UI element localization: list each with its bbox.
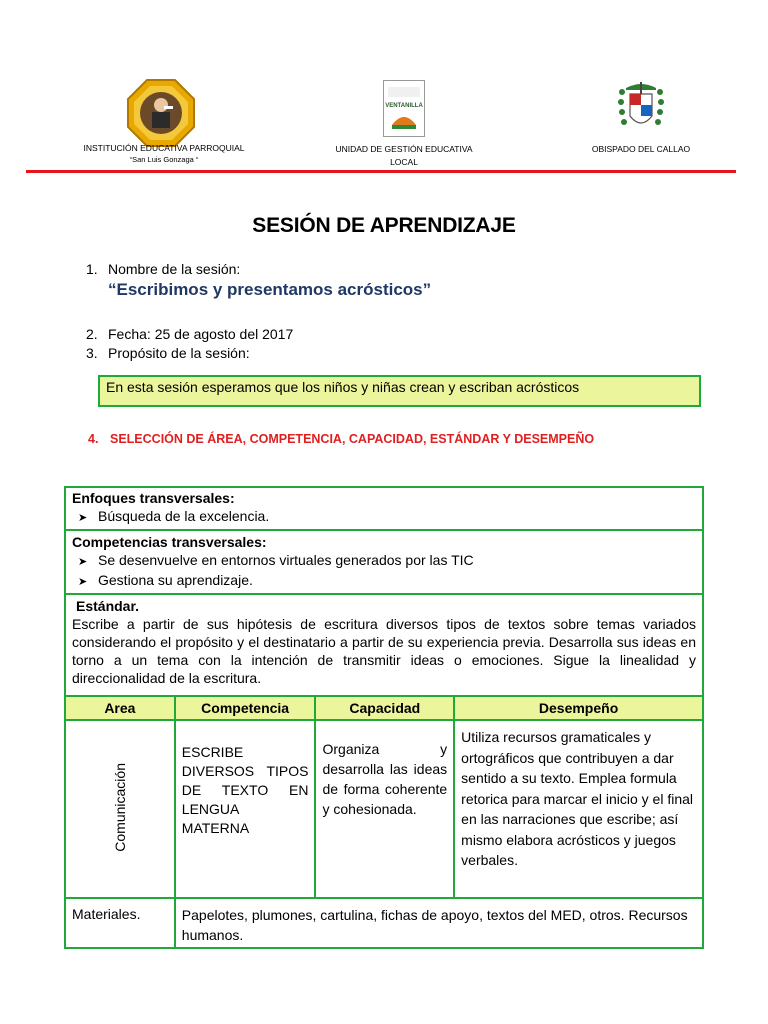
header-competencia: Competencia xyxy=(175,696,316,720)
competencias-cell xyxy=(65,530,703,594)
item-date: 2. Fecha: 25 de agosto del 2017 xyxy=(86,326,294,342)
institution-name: INSTITUCIÓN EDUCATIVA PARROQUIAL xyxy=(83,143,245,153)
desempeno-value: Utiliza recursos gramaticales y ortográficos que contribuyen a dar sentido a su texto. Emplea formula retorica para marcar el inicio y el final en las narraciones que escribe; así mismo elabora acrósticos y juegos verbales. xyxy=(461,729,694,868)
item-session-name: 1. Nombre de la sesión: xyxy=(86,261,241,277)
session-name: “Escribimos y presentamos acrósticos” xyxy=(108,280,432,299)
ugel-logo xyxy=(383,80,425,137)
institution-logo xyxy=(126,78,196,148)
capacidad-cell xyxy=(315,720,454,898)
area-value: Comunicación xyxy=(111,762,128,852)
desempeno-cell xyxy=(454,720,703,898)
session-name-label: Nombre de la sesión: xyxy=(108,261,241,277)
enfoques-title: Enfoques transversales: xyxy=(72,490,235,506)
competencia-cell xyxy=(175,720,316,898)
purpose-box: En esta sesión esperamos que los niños y niñas crean y escriban acrósticos xyxy=(98,375,701,407)
materiales-label-cell: Materiales. xyxy=(65,898,175,948)
materiales-cell: Papelotes, plumones, cartulina, fichas de apoyo, textos del MED, otros. Recursos humanos. xyxy=(175,898,703,948)
competencia-value: ESCRIBE DIVERSOS TIPOS DE TEXTO EN LENGUA MATERNA xyxy=(181,744,309,836)
header-capacidad: Capacidad xyxy=(315,696,454,720)
institution-subname: “San Luis Gonzaga “ xyxy=(129,155,199,164)
enfoque-item: Búsqueda de la excelencia. xyxy=(98,508,270,524)
purpose-label: Propósito de la sesión: xyxy=(108,345,250,361)
ugel-name-line2: LOCAL xyxy=(390,157,418,167)
arrow-bullet-icon: ➤ xyxy=(78,576,88,588)
page-title: SESIÓN DE APRENDIZAJE xyxy=(252,214,516,237)
area-cell xyxy=(65,720,175,898)
header-area: Area xyxy=(65,696,175,720)
estandar-text: Escribe a partir de sus hipótesis de escritura diversos tipos de textos sobre temas variados considerando el propósito y el destinatario a partir de su experiencia previa. Desarrolla sus ideas en torno a un tema con la intención de transmitir ideas o emociones. Sigue la linealidad y direccionalidad de la escritura. xyxy=(72,616,696,686)
obispado-name: OBISPADO DEL CALLAO xyxy=(591,144,691,154)
ugel-logo-text: VENTANILLA xyxy=(385,103,423,109)
header-desempeno: Desempeño xyxy=(454,696,703,720)
competencia-item: Gestiona su aprendizaje. xyxy=(98,572,253,588)
item-purpose: 3. Propósito de la sesión: xyxy=(86,345,250,361)
estandar-title: Estándar. xyxy=(76,598,140,614)
header-divider xyxy=(26,170,736,173)
estandar-cell xyxy=(65,594,703,696)
arrow-bullet-icon: ➤ xyxy=(78,512,88,524)
section-4-heading: 4. SELECCIÓN DE ÁREA, COMPETENCIA, CAPACIDAD, ESTÁNDAR Y DESEMPEÑO xyxy=(88,432,595,446)
learning-table xyxy=(64,486,704,949)
capacidad-value: Organiza y desarrolla las ideas de forma coherente y cohesionada. xyxy=(322,741,448,817)
obispado-coat-of-arms xyxy=(616,80,666,136)
ugel-name-line1: UNIDAD DE GESTIÓN EDUCATIVA xyxy=(335,144,473,154)
competencia-item: Se desenvuelve en entornos virtuales generados por las TIC xyxy=(98,552,474,568)
date-label: Fecha: 25 de agosto del 2017 xyxy=(108,326,294,342)
arrow-bullet-icon: ➤ xyxy=(78,556,88,568)
competencias-title: Competencias transversales: xyxy=(72,534,267,550)
enfoques-cell xyxy=(65,487,703,530)
